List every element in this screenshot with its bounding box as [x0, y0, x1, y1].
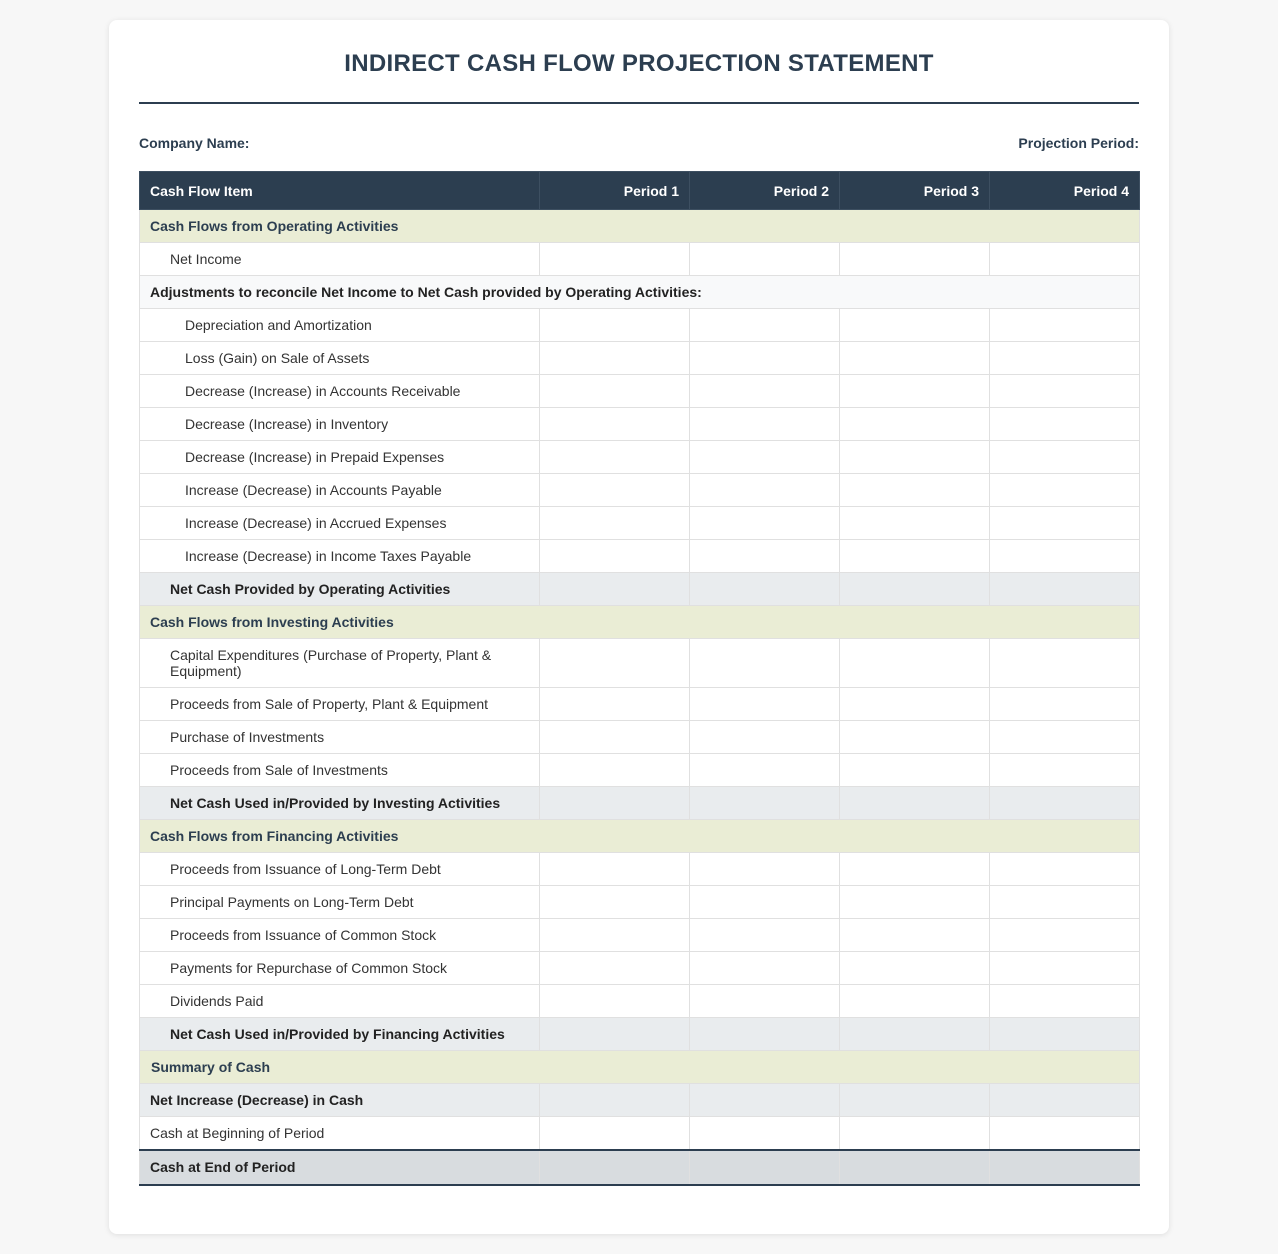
period-4-cell[interactable]: [990, 1084, 1140, 1117]
period-2-cell[interactable]: [690, 408, 840, 441]
period-3-cell[interactable]: [840, 754, 990, 787]
period-1-cell[interactable]: [540, 919, 690, 952]
row-label: Cash Flows from Operating Activities: [140, 210, 1140, 243]
table-row: [140, 985, 1140, 1018]
period-1-cell[interactable]: [540, 985, 690, 1018]
period-1-cell[interactable]: [540, 754, 690, 787]
period-1-cell[interactable]: [540, 853, 690, 886]
period-3-cell[interactable]: [840, 375, 990, 408]
column-header-period-2: Period 2: [690, 172, 840, 210]
table-row: [140, 540, 1140, 573]
period-1-cell[interactable]: [540, 408, 690, 441]
row-label: Cash Flows from Investing Activities: [140, 606, 1140, 639]
period-1-cell[interactable]: [540, 243, 690, 276]
period-1-cell[interactable]: [540, 507, 690, 540]
period-3-cell[interactable]: [840, 309, 990, 342]
period-4-cell[interactable]: [990, 309, 1140, 342]
period-4-cell[interactable]: [990, 639, 1140, 688]
period-4-cell[interactable]: [990, 1018, 1140, 1051]
table-row: [140, 507, 1140, 540]
row-label: Net Cash Used in/Provided by Investing Activities: [140, 787, 540, 820]
subtotal-row: [140, 573, 1140, 606]
period-2-cell[interactable]: [690, 1018, 840, 1051]
period-2-cell[interactable]: [690, 787, 840, 820]
period-4-cell[interactable]: [990, 985, 1140, 1018]
period-3-cell[interactable]: [840, 1084, 990, 1117]
period-2-cell[interactable]: [690, 507, 840, 540]
row-label: Proceeds from Issuance of Long-Term Debt: [140, 853, 540, 886]
period-4-cell[interactable]: [990, 243, 1140, 276]
period-3-cell[interactable]: [840, 688, 990, 721]
period-2-cell[interactable]: [690, 375, 840, 408]
row-label: Proceeds from Sale of Investments: [140, 754, 540, 787]
row-label: Decrease (Increase) in Prepaid Expenses: [140, 441, 540, 474]
period-3-cell[interactable]: [840, 441, 990, 474]
period-1-cell[interactable]: [540, 1018, 690, 1051]
statement-meta: [139, 135, 1139, 151]
row-label: Payments for Repurchase of Common Stock: [140, 952, 540, 985]
period-2-cell[interactable]: [690, 1150, 840, 1185]
period-1-cell[interactable]: [540, 342, 690, 375]
row-label: Dividends Paid: [140, 985, 540, 1018]
period-1-cell[interactable]: [540, 952, 690, 985]
period-2-cell[interactable]: [690, 985, 840, 1018]
subtotal-row: [140, 787, 1140, 820]
period-2-cell[interactable]: [690, 1084, 840, 1117]
table-row: [140, 474, 1140, 507]
table-row: [140, 1117, 1140, 1150]
period-4-cell[interactable]: [990, 787, 1140, 820]
table-row: [140, 309, 1140, 342]
period-1-cell[interactable]: [540, 639, 690, 688]
period-1-cell[interactable]: [540, 441, 690, 474]
row-label: Increase (Decrease) in Accrued Expenses: [140, 507, 540, 540]
section-header-row: [140, 606, 1140, 639]
period-3-cell[interactable]: [840, 408, 990, 441]
subtotal-row: [140, 1018, 1140, 1051]
period-1-cell[interactable]: [540, 1117, 690, 1150]
row-label: Depreciation and Amortization: [140, 309, 540, 342]
subheader-row: [140, 276, 1140, 309]
period-3-cell[interactable]: [840, 243, 990, 276]
row-label: Cash at Beginning of Period: [140, 1117, 540, 1150]
period-1-cell[interactable]: [540, 886, 690, 919]
row-label: Net Cash Provided by Operating Activities: [140, 573, 540, 606]
period-1-cell[interactable]: [540, 474, 690, 507]
period-3-cell[interactable]: [840, 853, 990, 886]
row-label: Cash at End of Period: [140, 1150, 540, 1185]
row-label: Net Cash Used in/Provided by Financing Activities: [140, 1018, 540, 1051]
table-row: [140, 688, 1140, 721]
period-4-cell[interactable]: [990, 688, 1140, 721]
period-4-cell[interactable]: [990, 474, 1140, 507]
period-1-cell[interactable]: [540, 1150, 690, 1185]
section-header-row: [140, 820, 1140, 853]
section-header-row: [140, 210, 1140, 243]
period-3-cell[interactable]: [840, 540, 990, 573]
row-label: Decrease (Increase) in Inventory: [140, 408, 540, 441]
period-1-cell[interactable]: [540, 540, 690, 573]
period-1-cell[interactable]: [540, 787, 690, 820]
period-4-cell[interactable]: [990, 441, 1140, 474]
table-header-row: [140, 172, 1140, 210]
period-2-cell[interactable]: [690, 573, 840, 606]
period-3-cell[interactable]: [840, 639, 990, 688]
period-3-cell[interactable]: [840, 507, 990, 540]
row-label: Net Income: [140, 243, 540, 276]
period-3-cell[interactable]: [840, 919, 990, 952]
period-2-cell[interactable]: [690, 540, 840, 573]
period-3-cell[interactable]: [840, 342, 990, 375]
grand-total-row: [140, 1150, 1140, 1185]
table-row: [140, 342, 1140, 375]
table-row: [140, 721, 1140, 754]
period-2-cell[interactable]: [690, 853, 840, 886]
period-2-cell[interactable]: [690, 342, 840, 375]
row-label: Summary of Cash: [140, 1051, 1140, 1084]
table-body: [140, 210, 1140, 1185]
period-4-cell[interactable]: [990, 507, 1140, 540]
period-2-cell[interactable]: [690, 474, 840, 507]
table-row: [140, 639, 1140, 688]
period-4-cell[interactable]: [990, 1150, 1140, 1185]
table-row: [140, 375, 1140, 408]
row-label: Net Increase (Decrease) in Cash: [140, 1084, 540, 1117]
table-row: [140, 853, 1140, 886]
period-4-cell[interactable]: [990, 952, 1140, 985]
period-2-cell[interactable]: [690, 243, 840, 276]
row-label: Proceeds from Sale of Property, Plant & Equipment: [140, 688, 540, 721]
period-1-cell[interactable]: [540, 721, 690, 754]
table-row: [140, 441, 1140, 474]
period-4-cell[interactable]: [990, 342, 1140, 375]
column-header-period-1: Period 1: [540, 172, 690, 210]
section-header-row: [140, 1051, 1140, 1084]
row-label: Proceeds from Issuance of Common Stock: [140, 919, 540, 952]
period-2-cell[interactable]: [690, 952, 840, 985]
period-3-cell[interactable]: [840, 1150, 990, 1185]
column-header-period-3: Period 3: [840, 172, 990, 210]
subtotal-row: [140, 1084, 1140, 1117]
table-row: [140, 952, 1140, 985]
period-1-cell[interactable]: [540, 375, 690, 408]
page-title: INDIRECT CASH FLOW PROJECTION STATEMENT: [344, 50, 934, 77]
period-2-cell[interactable]: [690, 919, 840, 952]
period-3-cell[interactable]: [840, 721, 990, 754]
period-1-cell[interactable]: [540, 688, 690, 721]
row-label: Principal Payments on Long-Term Debt: [140, 886, 540, 919]
period-2-cell[interactable]: [690, 309, 840, 342]
table-row: [140, 243, 1140, 276]
period-2-cell[interactable]: [690, 721, 840, 754]
column-header-item: Cash Flow Item: [140, 172, 540, 210]
period-4-cell[interactable]: [990, 1117, 1140, 1150]
period-4-cell[interactable]: [990, 408, 1140, 441]
title-divider: [139, 102, 1139, 104]
period-4-cell[interactable]: [990, 375, 1140, 408]
period-2-cell[interactable]: [690, 754, 840, 787]
period-4-cell[interactable]: [990, 853, 1140, 886]
period-4-cell[interactable]: [990, 540, 1140, 573]
period-3-cell[interactable]: [840, 1117, 990, 1150]
projection-period-label: Projection Period:: [1018, 135, 1139, 151]
period-3-cell[interactable]: [840, 985, 990, 1018]
table-row: [140, 754, 1140, 787]
company-name-label: Company Name:: [139, 135, 250, 151]
period-4-cell[interactable]: [990, 886, 1140, 919]
cash-flow-table: [139, 171, 1140, 1186]
row-label: Cash Flows from Financing Activities: [140, 820, 1140, 853]
row-label: Capital Expenditures (Purchase of Property, Plant & Equipment): [140, 639, 540, 688]
period-2-cell[interactable]: [690, 688, 840, 721]
column-header-period-4: Period 4: [990, 172, 1140, 210]
period-2-cell[interactable]: [690, 886, 840, 919]
row-label: Increase (Decrease) in Accounts Payable: [140, 474, 540, 507]
period-2-cell[interactable]: [690, 441, 840, 474]
row-label: Increase (Decrease) in Income Taxes Payable: [140, 540, 540, 573]
period-3-cell[interactable]: [840, 1018, 990, 1051]
table-row: [140, 886, 1140, 919]
period-4-cell[interactable]: [990, 721, 1140, 754]
period-4-cell[interactable]: [990, 573, 1140, 606]
period-1-cell[interactable]: [540, 309, 690, 342]
period-3-cell[interactable]: [840, 952, 990, 985]
statement-card: [109, 20, 1169, 1234]
period-3-cell[interactable]: [840, 474, 990, 507]
period-3-cell[interactable]: [840, 886, 990, 919]
period-3-cell[interactable]: [840, 573, 990, 606]
period-2-cell[interactable]: [690, 1117, 840, 1150]
period-4-cell[interactable]: [990, 919, 1140, 952]
row-label: Adjustments to reconcile Net Income to Net Cash provided by Operating Activities:: [140, 276, 1140, 309]
row-label: Purchase of Investments: [140, 721, 540, 754]
table-row: [140, 408, 1140, 441]
period-3-cell[interactable]: [840, 787, 990, 820]
table-row: [140, 919, 1140, 952]
period-1-cell[interactable]: [540, 573, 690, 606]
row-label: Decrease (Increase) in Accounts Receivable: [140, 375, 540, 408]
period-4-cell[interactable]: [990, 754, 1140, 787]
row-label: Loss (Gain) on Sale of Assets: [140, 342, 540, 375]
period-1-cell[interactable]: [540, 1084, 690, 1117]
period-2-cell[interactable]: [690, 639, 840, 688]
